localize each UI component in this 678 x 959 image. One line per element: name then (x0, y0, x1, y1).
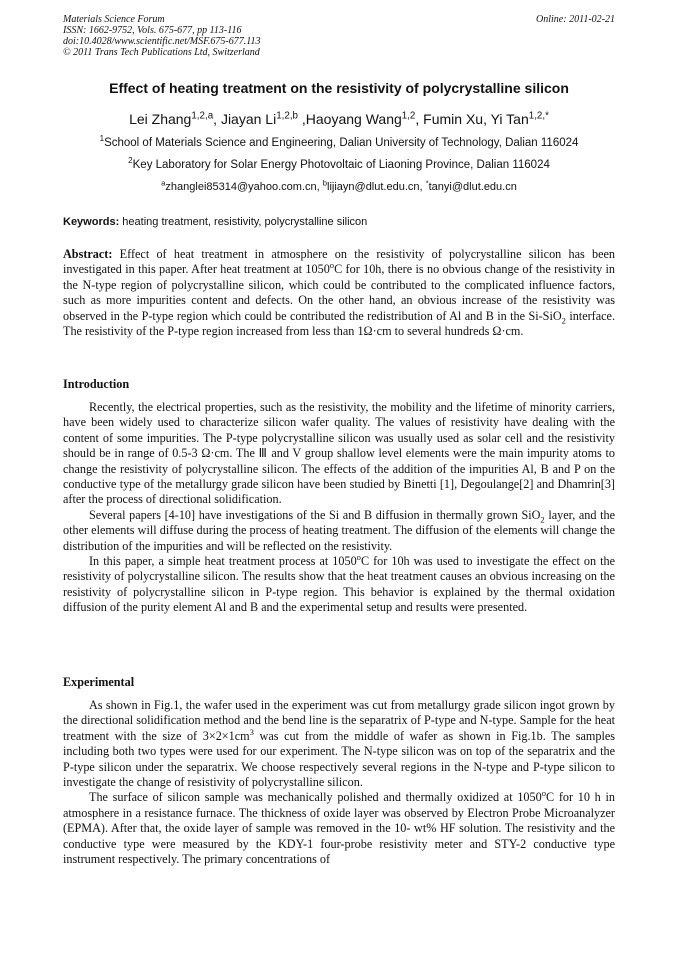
superscript: 3 (249, 726, 254, 737)
paragraph-text: layer, and the other elements will diffuse during the process of heating treatment. The diffusion of the elements will change the distribution of the impurities and will be reflected on the resistivity. (63, 507, 615, 553)
email-line (0, 178, 678, 193)
email-mark: b (322, 178, 328, 188)
author-separator: , (298, 111, 306, 127)
affiliation (0, 156, 678, 171)
affiliation-text: School of Materials Science and Engineering, Dalian University of Technology, Dalian 116024 (104, 137, 579, 149)
journal-header (63, 14, 615, 58)
keywords-label: Keywords: (63, 216, 120, 228)
paper-title: Effect of heating treatment on the resistivity of polycrystalline silicon (109, 80, 569, 96)
keywords (63, 216, 615, 228)
paragraph-text: C for 10h was used to investigate the effect on the resistivity of polycrystalline silicon. The results show that the heat treatment causes an obvious increasing on the resistivity of polycrystalline silicon in P-type region. This behavior is explained by the thermal oxidation diffusion of the purity element Al and B and the experimental setup and results were presented. (63, 554, 615, 615)
paragraph-text: The surface of silicon sample was mechanically polished and thermally oxidized at 1050 (89, 790, 542, 805)
email-address[interactable]: zhanglei85314@yahoo.com.cn, (165, 181, 323, 193)
introduction-body (63, 400, 615, 616)
abstract-label: Abstract: (63, 247, 113, 261)
degree-mark: o (329, 260, 335, 271)
online-date: Online: 2011-02-21 (536, 14, 615, 25)
author-name: Haoyang Wang (305, 111, 402, 127)
affiliation-number: 2 (128, 156, 133, 166)
email-address[interactable]: tanyi@dlut.edu.cn (428, 181, 517, 193)
paragraph: Recently, the electrical properties, such as the resistivity, the mobility and the lifetime of minority carriers, have been widely used to characterize silicon wafer quality. The values of resistivity have dealing with the content of some impurities. The P-type polycrystalline silicon was usually used as solar cell and the resistivity should be in range of 0.5-3 Ω·cm. The Ⅲ and V group shallow level elements were the main impurity atoms to change the resistivity of polycrystalline silicon. The effects of the addition of the impurities Al, B and P on the conductive type of the metallurgy grade silicon have been studied by Binetti [1], Degoulange[2] and Dhamrin[3] after the process of directional solidification. (63, 400, 615, 507)
author-list (0, 111, 678, 127)
paragraph (63, 508, 615, 554)
doi: doi:10.4028/www.scientific.net/MSF.675-677.113 (63, 36, 261, 47)
author-name: Lei Zhang (129, 111, 192, 127)
paragraph-text: In this paper, a simple heat treatment process at 1050 (89, 554, 357, 569)
author-superscript: 1,2,b (276, 110, 298, 122)
affiliation-number: 1 (99, 134, 105, 144)
degree-mark: o (356, 552, 361, 562)
paragraph-text: Several papers [4-10] have investigations of the Si and B diffusion in thermally grown SiO (89, 507, 541, 522)
copyright: © 2011 Trans Tech Publications Ltd, Switzerland (63, 47, 260, 58)
author-superscript: 1,2,a (191, 110, 214, 122)
abstract-text: interface. The resistivity of the P-type region increased from less than 1Ω·cm to several hundreds Ω·cm. (63, 308, 615, 339)
subscript: 2 (561, 315, 566, 326)
author-name: Fumin Xu, Yi Tan (423, 111, 529, 127)
author-separator: , (213, 111, 221, 127)
paragraph (63, 554, 615, 616)
degree-mark: o (541, 788, 546, 799)
affiliation (0, 134, 678, 149)
subscript: 2 (540, 514, 545, 525)
paragraph-text: As shown in Fig.1, the wafer used in the experiment was cut from metallurgy grade silicon ingot grown by the directional solidification method and the bend line is the separatrix of P-type and N-type. Sample for the heat treatment with the size of 3×2×1cm (63, 698, 615, 743)
affiliation-text: Key Laboratory for Solar Energy Photovoltaic of Liaoning Province, Dalian 116024 (132, 159, 550, 171)
paragraph-text: C for 10 h in atmosphere in a resistance furnace. The thickness of oxide layer was observed by Electron Probe Microanalyzer (EPMA). After that, the oxide layer of sample was removed in the 10- wt% HF solution. The resistivity and the conductive type were measured by the KDY-1 four-probe resistivity meter and STY-2 conductive type instrument respectively. The primary concentrations of (63, 790, 615, 867)
abstract-text: C for 10h, there is no obvious change of the resistivity in the N-type region of polycrystalline silicon, which could be contributed to the complicated influence factors, such as more impurities content and defects. On the other hand, an obvious increase of the resistivity was observed in the P-type region which could be contributed the redistribution of Al and B in the Si-SiO (63, 262, 616, 323)
paragraph-text: was cut from the middle of wafer as shown in Fig.1b. The samples including both two types were used for our experiment. The N-type silicon was on top of the separatrix and the P-type silicon under the separatrix. We choose respectively several regions in the N-type and P-type silicon to investigate the change of resistivity of polycrystalline silicon. (63, 728, 616, 790)
keywords-text: heating treatment, resistivity, polycrystalline silicon (119, 216, 368, 228)
journal-name: Materials Science Forum (63, 14, 165, 25)
author-superscript: 1,2 (401, 110, 416, 122)
author-separator: , (415, 111, 424, 127)
email-address[interactable]: lijiayn@dlut.edu.cn, (327, 181, 426, 193)
paragraph (63, 698, 615, 790)
experimental-heading: Experimental (63, 675, 135, 689)
email-mark: * (425, 178, 429, 188)
abstract (63, 247, 615, 339)
abstract-text: Effect of heat treatment in atmosphere on the resistivity of polycrystalline silicon has been investigated in this paper. After heat treatment at 1050 (63, 247, 615, 277)
author-name: Jiayan Li (220, 111, 277, 127)
author-superscript: 1,2,* (528, 110, 549, 122)
issn: ISSN: 1662-9752, Vols. 675-677, pp 113-116 (63, 25, 242, 36)
introduction-heading: Introduction (63, 377, 130, 391)
paragraph (63, 790, 615, 867)
email-mark: a (161, 178, 166, 188)
experimental-body (63, 698, 615, 867)
